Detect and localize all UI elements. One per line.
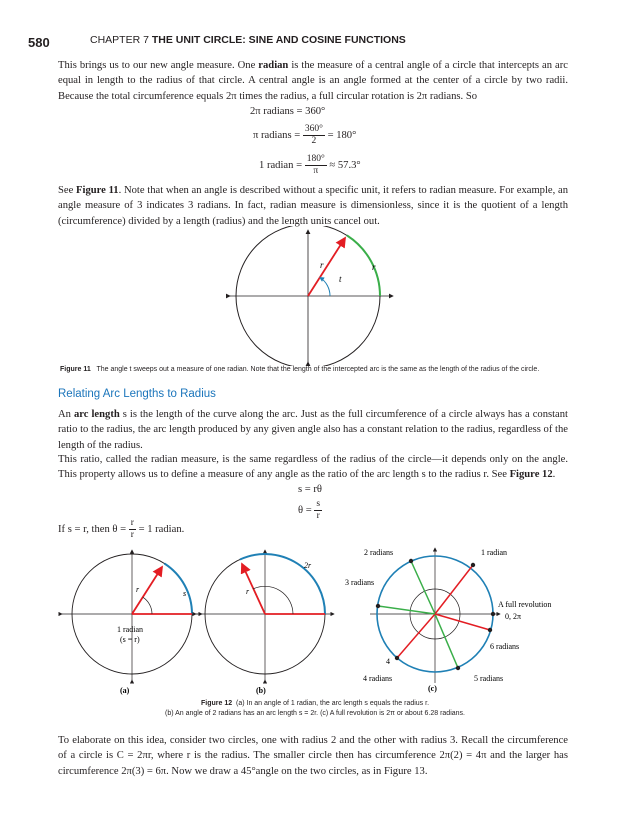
fig12c-point-5 (456, 666, 460, 670)
eq2-numerator: 360° (304, 124, 323, 134)
eq3-numerator: 180° (306, 154, 325, 164)
figure-11-diagram (225, 226, 405, 366)
term-radian: radian (258, 60, 289, 71)
fig12c-label-6-radians: 6 radians (490, 642, 520, 651)
fig12c-label-5-radians: 5 radians (474, 674, 504, 683)
fig12c-point-2 (409, 559, 413, 563)
chapter-name: THE UNIT CIRCLE: SINE AND COSINE FUNCTIONS (151, 34, 406, 46)
fig12a-label-one-radian: 1 radian (117, 625, 143, 634)
fig12c-point-3 (376, 604, 380, 608)
fig12a-arc (164, 564, 192, 615)
eq3-rhs: ≈ 57.3° (329, 159, 361, 171)
see-fig11-text-1: See (58, 185, 77, 196)
fig11-label-t: t (339, 274, 342, 284)
fig11-angle-arc (320, 278, 330, 297)
eq2-denominator: 2 (311, 136, 317, 146)
fig12b-panel-label: (b) (256, 686, 266, 695)
fig12c-label-4-radians: 4 radians (363, 674, 393, 683)
chapter-title (90, 34, 406, 46)
fig12c-label-1-radian: 1 radian (481, 548, 507, 557)
eq3-fraction (305, 154, 327, 177)
fig12c-label-full-revolution: A full revolution (498, 600, 552, 609)
equation-pi-radians (253, 124, 356, 147)
radian-text-1: This ratio, called the radian measure, is the same regardless of the radius of the circle—it depends only on the angle. This property allows us to define a measure of any angle as the ratio of the arc length s to the radius r. See (58, 454, 568, 481)
fig12c-label-3-radians: 3 radians (345, 578, 375, 587)
figure-12-ref: Figure 12 (509, 469, 553, 481)
equation-s-r-theta: s = rθ (298, 484, 322, 495)
if-line-fraction (129, 518, 136, 541)
intro-text-1: This brings us to our new angle measure. One (58, 60, 259, 71)
equation-theta-s-over-r (298, 499, 322, 522)
fig11-label-arc-r: r (372, 262, 376, 272)
fig12b-label-r: r (246, 587, 250, 596)
fig12a-label-s: s (183, 589, 187, 598)
eq5-lhs: θ = (298, 504, 312, 516)
eq5-numerator: s (316, 499, 321, 509)
radian-text-2: . (552, 469, 556, 481)
figure-12a (62, 550, 202, 695)
figure-12-diagram (55, 542, 575, 702)
equation-2pi-radians: 2π radians = 360° (250, 106, 326, 117)
fig11-caption-label: Figure 11 (60, 366, 91, 373)
fig12c-point-6 (488, 628, 492, 632)
intro-paragraph (58, 58, 568, 104)
arc-length-paragraph (58, 407, 568, 453)
fig12c-ray-3 (378, 606, 435, 614)
figure-11-ref: Figure 11 (76, 185, 119, 196)
fig12c-ray-4 (397, 614, 435, 658)
fig12c-panel-label: (c) (428, 684, 437, 693)
figure-11-caption (60, 366, 539, 373)
fig11-label-r: r (320, 260, 324, 270)
fig12c-ray-2 (411, 561, 435, 614)
fig12-caption-text-1: (a) In an angle of 1 radian, the arc length s equals the radius r. (236, 700, 430, 707)
fig12a-label-r: r (136, 585, 140, 594)
if-line-lhs: If s = r, then θ = (58, 523, 127, 535)
eq2-fraction (303, 124, 325, 147)
equation-if-s-equals-r (58, 518, 184, 541)
fig12c-point-1 (471, 563, 475, 567)
fig11-radius (308, 238, 345, 296)
fig12b-label-2r: 2r (304, 561, 312, 570)
figure-12-caption-line-2: (b) An angle of 2 radians has an arc length s = 2r. (c) A full revolution is 2π or about 6.28 radians. (165, 710, 465, 717)
fig12b-arc (240, 554, 325, 614)
fig12-caption-label: Figure 12 (200, 700, 233, 707)
eq3-lhs: 1 radian = (259, 159, 303, 171)
figure-12b (196, 550, 334, 695)
page-header (28, 34, 406, 52)
intro-text-2: is the measure of a central angle of a circle that intercepts an arc equal in length to the radius of that circle. A central angle is an angle formed at the center of a circle by two radii. Because the total circumference equals 2π times the radius, a full circular rotation is 2π radians. So (58, 60, 568, 102)
section-heading: Relating Arc Lengths to Radius (58, 388, 216, 400)
fig12a-label-s-eq-r: (s = r) (120, 635, 140, 644)
fig12c-ray-5 (435, 614, 458, 668)
fig12a-panel-label: (a) (120, 686, 130, 695)
eq3-denominator: π (313, 166, 319, 176)
arc-text-1: An (58, 409, 74, 420)
eq2-lhs: π radians = (253, 129, 301, 141)
if-line-rhs: = 1 radian. (138, 523, 185, 535)
see-figure-11-paragraph (58, 183, 568, 229)
chapter-prefix: CHAPTER 7 (90, 34, 149, 46)
figure-12-caption-line-1 (0, 700, 630, 707)
equation-1-radian (259, 154, 361, 177)
term-arc-length: arc length (73, 409, 120, 420)
fig12a-angle-arc (143, 597, 152, 614)
fig12c-label-4: 4 (386, 657, 390, 666)
eq5-fraction (314, 499, 322, 522)
fig12c-ray-6 (435, 614, 490, 630)
radian-measure-paragraph (58, 452, 568, 483)
eq2-rhs: = 180° (327, 129, 357, 141)
final-paragraph: To elaborate on this idea, consider two circles, one with radius 2 and the other with radius 3. Recall the circumference of a circle is C = 2πr, where r is the radius. The smaller circle then has circumference 2π(2) = 4π and the larger has circumference 2π(3) = 6π. Now we draw a 45°angle on the two circles, as in Figure 13. (58, 735, 568, 777)
if-line-denominator: r (130, 530, 134, 540)
fig12c-label-2-radians: 2 radians (364, 548, 394, 557)
page-number: 580 (28, 35, 50, 50)
arc-text-2: s is the length of the curve along the arc. Just as the full circumference of a circle always has a constant ratio to the radius, the arc length produced by any given angle also has a constant relation to the radius, regardless of the length of the radius. (58, 409, 568, 451)
see-fig11-text-2: . Note that when an angle is described without a specific unit, it refers to radian measure. For example, an angle measure of 3 indicates 3 radians. In fact, radian measure is dimensionless, since it is the quotient of a length (circumference) divided by a length (radius) and the length units cancel out. (58, 185, 568, 227)
fig12c-point-4 (395, 656, 399, 660)
fig12c-label-0-2pi: 0, 2π (505, 612, 522, 621)
fig12c-point-0 (491, 612, 495, 616)
fig11-caption-text: The angle t sweeps out a measure of one radian. Note that the length of the intercepted arc is the same as the length of the radius of the circle. (96, 366, 540, 373)
if-line-numerator: r (130, 518, 134, 528)
eq5-denominator: r (316, 511, 320, 521)
figure-12c (345, 548, 551, 693)
